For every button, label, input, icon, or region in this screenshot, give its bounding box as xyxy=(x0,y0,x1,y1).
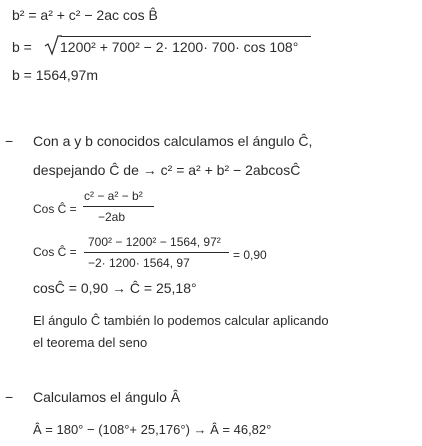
bullet-text-1: Con a y b conocidos calculamos el ángulo Ĉ, xyxy=(33,133,313,149)
angle-c-result: cosĈ = 0,90 → Ĉ = 25,18° xyxy=(33,280,197,296)
equation-b-result: b = 1564,97m xyxy=(12,67,99,83)
equation-b-radicand: 1200² + 700² − 2· 1200· 700· cos 108° xyxy=(60,39,299,55)
fraction-1-bar xyxy=(83,206,154,207)
angle-a-result: Â = 180° − (108°+ 25,176°) → Â = 46,82° xyxy=(33,422,272,437)
fraction-2-denominator: −2· 1200· 1564, 97 xyxy=(88,256,190,270)
cos-label-2: Cos Ĉ = xyxy=(33,245,77,259)
bullet-text-2: Calculamos el ángulo Â xyxy=(33,389,181,405)
cos-label-1: Cos Ĉ = xyxy=(33,202,77,216)
bullet-text-1b: despejando Ĉ de → c² = a² + b² − 2abcosĈ xyxy=(33,162,301,178)
bullet-dash-2: − xyxy=(5,389,14,405)
paragraph-line-1: El ángulo Ĉ también lo podemos calcular aplicando xyxy=(33,313,329,328)
fraction-2-bar xyxy=(84,252,229,253)
equation-law-of-cosines: b² = a² + c² − 2ac cos B̂ xyxy=(12,7,158,23)
fraction-1-denominator: −2ab xyxy=(98,210,126,224)
fraction-2-result: = 0,90 xyxy=(233,248,267,262)
square-root-bar xyxy=(61,36,311,37)
bullet-dash-1: − xyxy=(5,133,14,149)
equation-b-prefix: b = xyxy=(12,39,32,55)
fraction-1-numerator: c² − a² − b² xyxy=(84,189,143,203)
fraction-2-numerator: 700² − 1200² − 1564, 97² xyxy=(88,235,221,249)
paragraph-line-2: el teorema del seno xyxy=(33,335,148,350)
